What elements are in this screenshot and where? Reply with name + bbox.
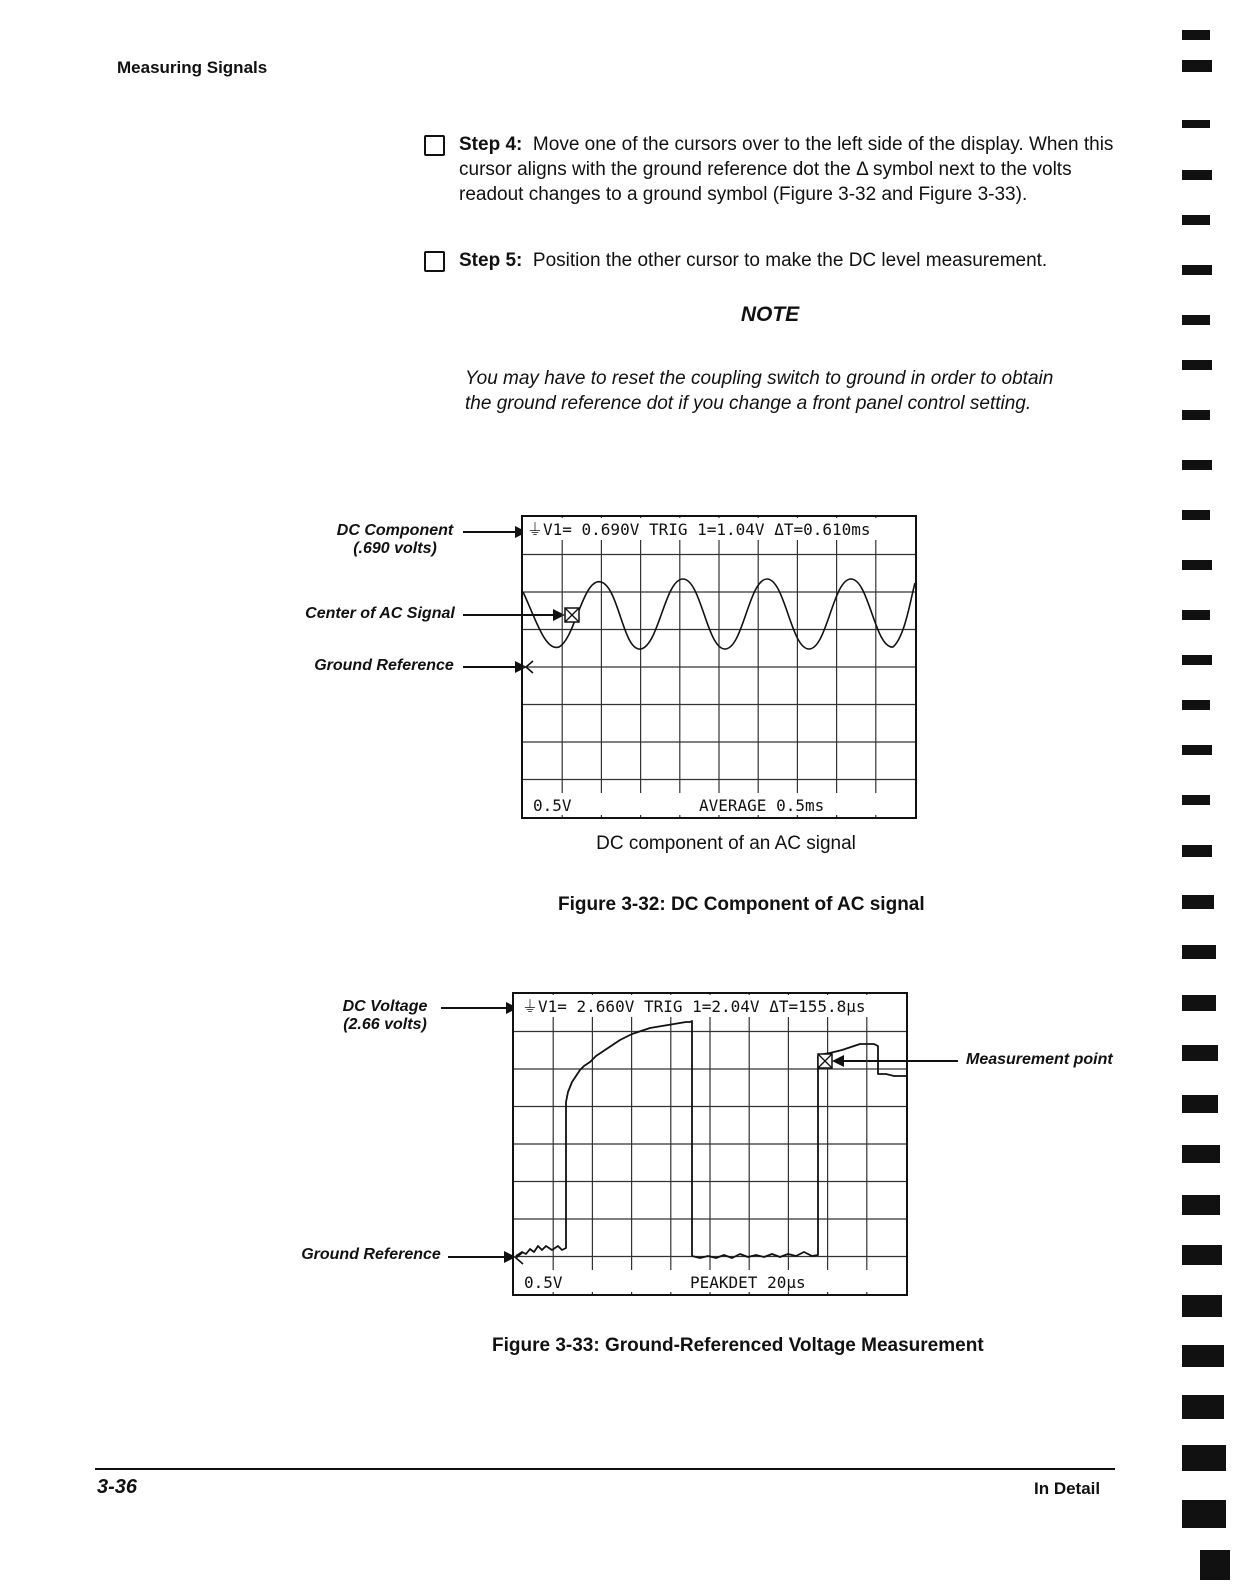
fig2-measurement-marker [818,1054,832,1068]
note-title: NOTE [740,303,800,326]
step-5 [424,248,1114,273]
step-4-label: Step 4: [459,134,523,155]
fig1-caption: DC component of an AC signal [596,833,856,854]
fig1-dc-component-text: DC Component [336,522,454,539]
fig2-ground-ref-arrow [448,1256,514,1258]
fig1-dc-component-value: (.690 volts) [353,540,437,557]
fig1-grid [523,517,915,817]
fig1-readout-mode: AVERAGE 0.5ms [699,796,825,815]
fig2-pulse-trace [516,1021,906,1258]
step-4-checkbox[interactable] [424,135,445,156]
step-5-text: Position the other cursor to make the DC level measurement. [532,250,1048,271]
fig2-scope-svg [514,994,906,1294]
fig1-ground-ref-label: Ground Reference [314,657,454,674]
fig1-scope-svg [523,517,915,817]
step-4-text: Move one of the cursors over to the left side of the display. When this cursor aligns with the ground reference dot the Δ symbol next to the volts readout changes to a ground symbol (Figure 3-32 and Figure 3-33). [459,134,1114,205]
fig2-dc-voltage-value: (2.66 volts) [343,1016,427,1033]
fig2-title: Figure 3-33: Ground-Referenced Voltage Measurement [492,1335,984,1356]
step-4 [424,132,1114,207]
fig1-dc-component-arrow [463,531,525,533]
fig1-readout-volts: 0.5V [533,796,572,815]
note-text: You may have to reset the coupling switch to ground in order to obtain the ground reference dot if you change a front panel control setting. [465,368,1054,414]
fig2-measurement-point-label: Measurement point [966,1051,1113,1068]
fig1-scope-display [521,515,917,819]
fig1-center-marker [565,608,579,622]
fig2-ground-ref-label: Ground Reference [301,1246,441,1263]
fig1-ground-ref-arrow [463,666,525,668]
fig1-readout-top: ⏚V1= 0.690V TRIG 1=1.04V ΔT=0.610ms [527,520,871,539]
step-5-label: Step 5: [459,250,523,271]
fig2-grid [514,994,906,1294]
page-number: 3-36 [97,1476,138,1498]
fig1-title: Figure 3-32: DC Component of AC signal [558,894,925,915]
fig2-dc-voltage-label [330,998,440,1034]
fig2-readout-top: ⏚V1= 2.660V TRIG 1=2.04V ΔT=155.8μs [522,997,866,1016]
binding-edge [1170,0,1233,1585]
fig1-center-ac-label: Center of AC Signal [305,605,455,622]
footer-rule [95,1468,1115,1470]
fig2-readout-mode: PEAKDET 20μs [690,1273,806,1292]
fig2-readout-volts: 0.5V [524,1273,563,1292]
fig2-scope-display [512,992,908,1296]
fig2-dc-voltage-arrow [441,1007,516,1009]
section-title: Measuring Signals [117,58,268,77]
fig1-dc-component-label [330,522,460,558]
fig2-dc-voltage-text: DC Voltage [342,998,428,1015]
footer-section: In Detail [1034,1479,1101,1498]
step-5-checkbox[interactable] [424,251,445,272]
